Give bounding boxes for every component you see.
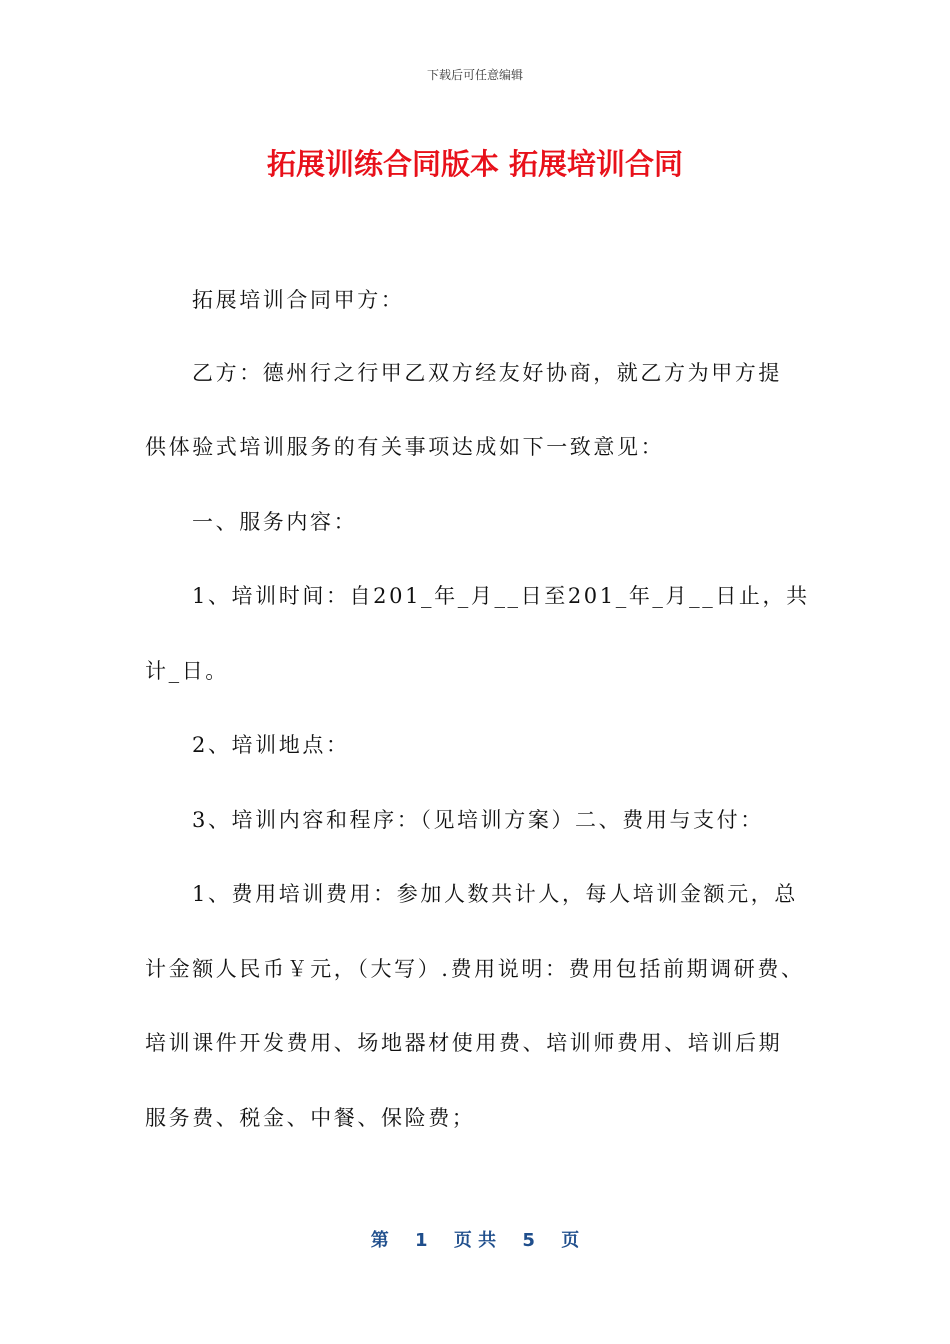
paragraph-line: 服务费、税金、中餐、保险费；	[145, 1106, 476, 1130]
paragraph-line: 1、培训时间：自201_年_月__日至201_年_月__日止，共	[192, 584, 810, 608]
paragraph-line: 3、培训内容和程序：（见培训方案）二、费用与支付：	[192, 808, 764, 832]
paragraph-line: 2、培训地点：	[192, 733, 350, 757]
page-number-footer	[0, 1226, 950, 1252]
footer-suffix: 页	[561, 1230, 580, 1251]
footer-page-number: 1	[415, 1230, 428, 1251]
paragraph-line: 一、服务内容：	[192, 510, 358, 534]
paragraph-line: 计金额人民币￥元，（大写）.费用说明：费用包括前期调研费、	[145, 957, 805, 981]
paragraph-line: 培训课件开发费用、场地器材使用费、培训师费用、培训后期	[145, 1031, 783, 1055]
footer-middle: 页 共	[453, 1230, 497, 1251]
paragraph-line: 计_日。	[145, 659, 229, 683]
footer-prefix: 第	[370, 1230, 389, 1251]
paragraph-line: 供体验式培训服务的有关事项达成如下一致意见：	[145, 435, 665, 459]
paragraph-line: 1、费用培训费用：参加人数共计人，每人培训金额元，总	[192, 882, 798, 906]
paragraph-line: 乙方：德州行之行甲乙双方经友好协商，就乙方为甲方提	[192, 361, 782, 385]
document-title: 拓展训练合同版本 拓展培训合同	[266, 147, 684, 181]
paragraph-line: 拓展培训合同甲方：	[192, 288, 405, 312]
header-note: 下载后可任意编辑	[426, 68, 523, 82]
footer-total-pages: 5	[522, 1230, 535, 1251]
